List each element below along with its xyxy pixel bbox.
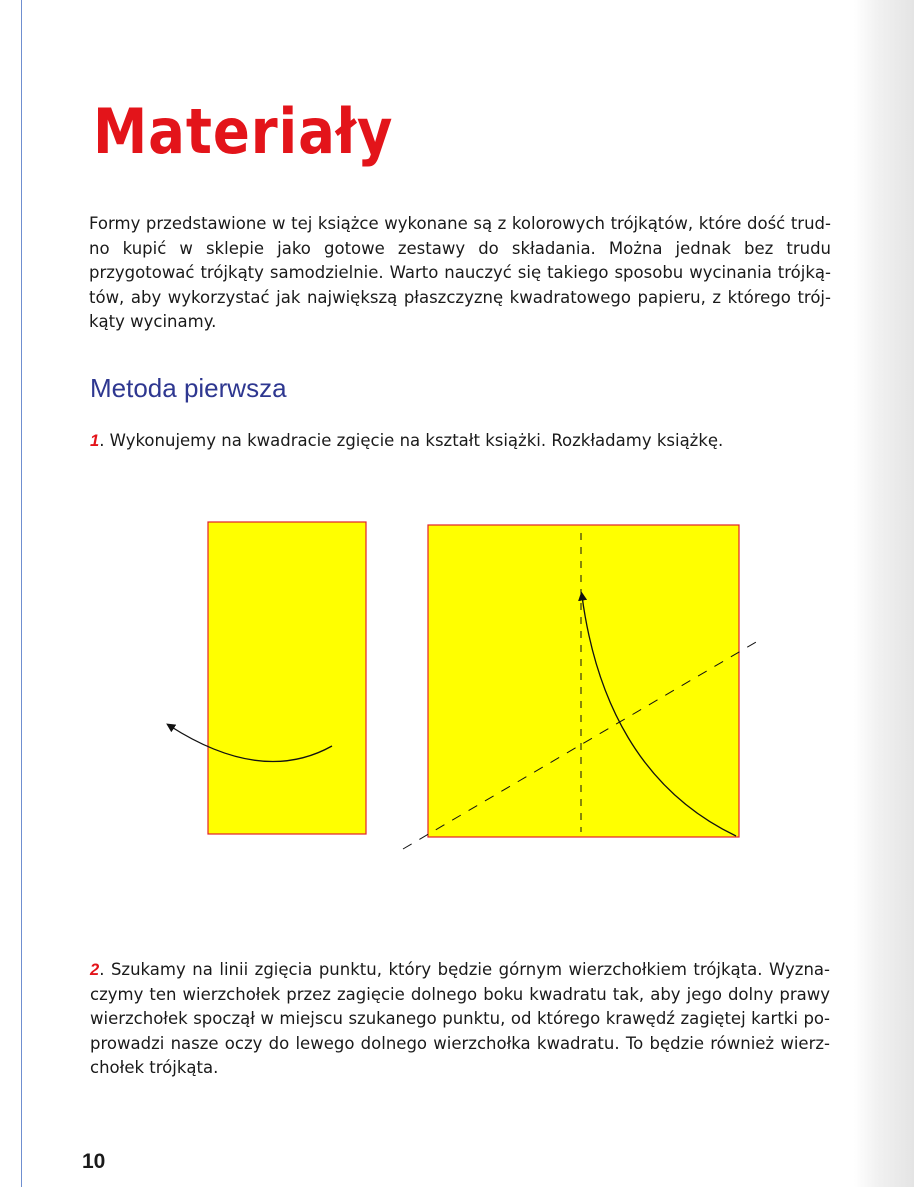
- step-2-text: . Szukamy na linii zgięcia punktu, który będzie górnym wierzchołkiem trójkąta. Wyznaczymy ten wierzchołek przez zagięcie dolnego boku kwadratu tak, aby jego dolny prawy wierzchołek spoczął w miejscu szukanego punktu, od którego krawędź zagiętej kartki poprowadzi nasze oczy do lewego dolnego wierzchołka kwadratu. To będzie również wierzchołek trójkąta.: [90, 960, 830, 1077]
- page-title: Materiały: [93, 95, 394, 168]
- intro-paragraph: Formy przedstawione w tej książce wykonane są z kolorowych trójkątów, które dość trudno kupić w sklepie jako gotowe zestawy do składania. Można jednak bez trudu przygotować trójkąty samodzielnie. Warto nauczyć się takiego sposobu wycinania trójkątów, aby wykorzystać jak największą płaszczyznę kwadratowego papieru, z którego trójkąty wycinamy.: [89, 214, 831, 331]
- step-2: [90, 958, 830, 1081]
- folded-paper-half: [208, 522, 366, 834]
- step-1-number: 1: [90, 432, 100, 450]
- paper-square: [428, 525, 739, 837]
- section-heading: Metoda pierwsza: [90, 373, 287, 403]
- step-2-number: 2: [90, 961, 100, 979]
- page-number: 10: [82, 1150, 106, 1173]
- step-1-text: . Wykonujemy na kwadracie zgięcie na kształt książki. Rozkładamy książkę.: [99, 431, 724, 450]
